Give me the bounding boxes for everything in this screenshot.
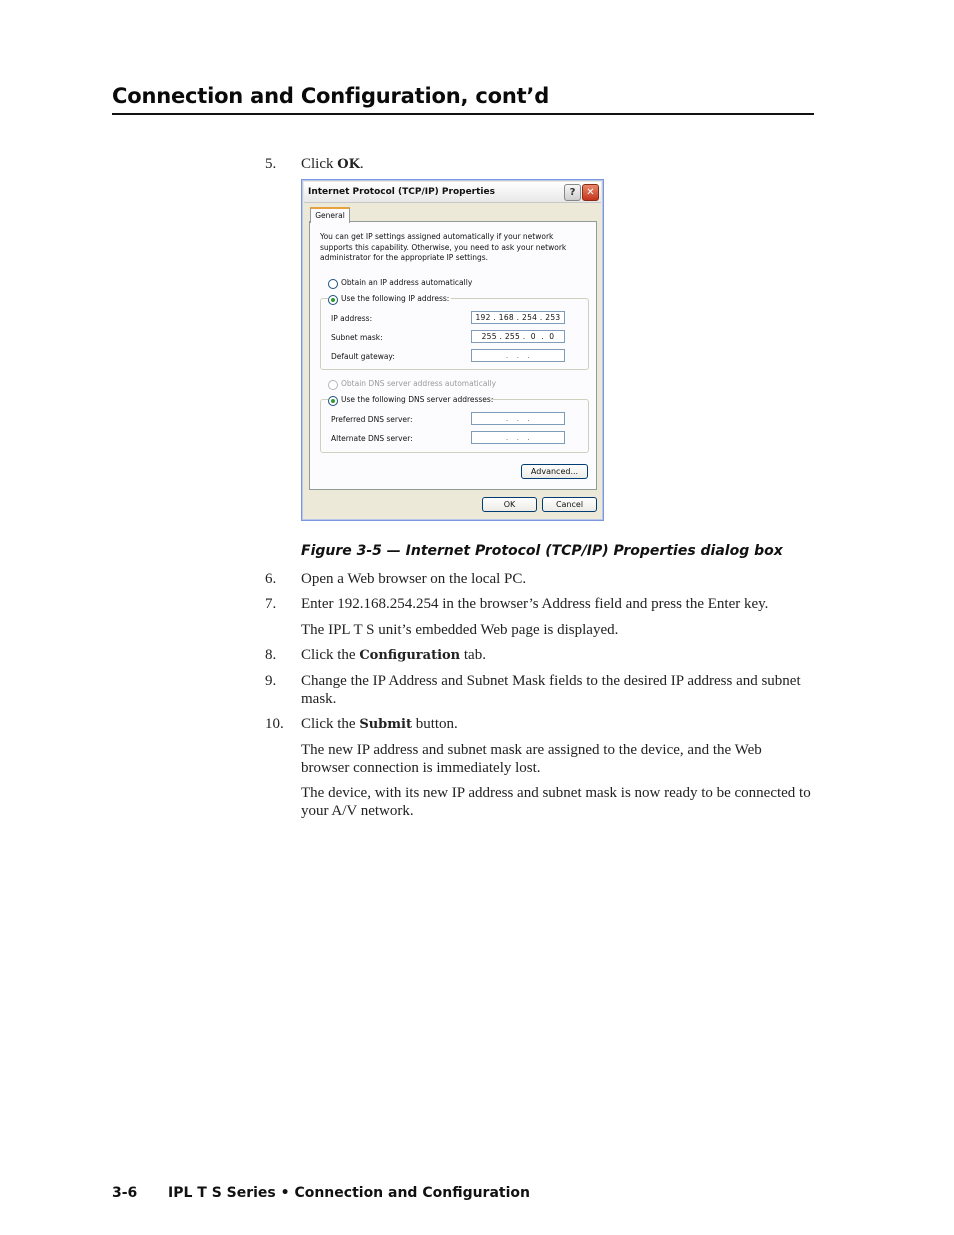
general-tab-panel: You can get IP settings assigned automatically if your network supports this capability. Otherwise, you need to ask your network administrator for the appropriate IP settings. Obtain an IP address automatically IP address: 192 . 168 . 254 . 253 Subnet mask: 255 . 255 . 0 . 0 Default gateway: . . . Use the following IP address: Obtain DNS server address automatically Preferred DNS server: . . . Alternate DNS server: . . . Use the following DNS server addresses: Advanced... <box>309 221 597 490</box>
step-text: Open a Web browser on the local PC. <box>301 571 527 587</box>
page-footer <box>112 1185 530 1201</box>
ip-address-field[interactable]: 192 . 168 . 254 . 253 <box>471 311 565 324</box>
step-text: Enter 192.168.254.254 in the browser’s Address field and press the Enter key. <box>301 596 769 612</box>
page-number: 3-6 <box>112 1185 138 1201</box>
tcpip-properties-dialog <box>301 179 604 521</box>
dialog-description: You can get IP settings assigned automatically if your network supports this capability. Otherwise, you need to ask your network administrator for the appropriate IP settings. <box>320 232 567 262</box>
ip-address-label: IP address: <box>331 314 373 323</box>
close-icon[interactable]: ✕ <box>582 184 599 201</box>
step-text: Click the <box>301 647 360 663</box>
cancel-button[interactable]: Cancel <box>542 497 597 512</box>
step-text: Click <box>301 156 338 172</box>
step-text: Click the <box>301 716 360 732</box>
step-number: 8 <box>265 647 273 663</box>
figure-caption: Figure 3-5 — Internet Protocol (TCP/IP) Properties dialog box <box>301 543 783 559</box>
radio-unselected-icon <box>328 279 338 289</box>
step-number: 7 <box>265 596 273 612</box>
note-connection-lost: The new IP address and subnet mask are assigned to the device, and the Web browser connection is immediately lost. <box>301 742 762 776</box>
radio-use-following-dns[interactable]: Use the following DNS server addresses: <box>328 396 491 406</box>
radio-use-following-ip[interactable]: Use the following IP address: <box>328 295 451 305</box>
help-icon[interactable]: ? <box>564 184 581 201</box>
dialog-titlebar <box>304 182 601 203</box>
step-number: 10 <box>265 716 280 732</box>
step-number: 9 <box>265 673 273 689</box>
ok-button[interactable]: OK <box>482 497 537 512</box>
ui-term: Submit <box>359 717 412 732</box>
note-web-page-displayed: The IPL T S unit’s embedded Web page is displayed. <box>301 622 619 638</box>
tab-general[interactable]: General <box>310 207 350 223</box>
step-text: button. <box>411 716 458 732</box>
page-title: Connection and Configuration, cont’d <box>112 84 550 108</box>
preferred-dns-label: Preferred DNS server: <box>331 415 413 424</box>
preferred-dns-field[interactable]: . . . <box>471 412 565 425</box>
default-gateway-field[interactable]: . . . <box>471 349 565 362</box>
note-device-ready: The device, with its new IP address and subnet mask is now ready to be connected to your A/V network. <box>301 785 811 819</box>
radio-disabled-icon <box>328 380 338 390</box>
subnet-mask-field[interactable]: 255 . 255 . 0 . 0 <box>471 330 565 343</box>
radio-selected-icon <box>328 295 338 305</box>
radio-selected-icon <box>328 396 338 406</box>
step-text: tab. <box>460 647 486 663</box>
ui-term: Configuration <box>359 648 461 663</box>
step-number: 5 <box>265 156 273 172</box>
dialog-title: Internet Protocol (TCP/IP) Properties <box>308 187 495 197</box>
step-text: Change the IP Address and Subnet Mask fields to the desired IP address and subnet mask. <box>301 673 801 707</box>
footer-title: IPL T S Series • Connection and Configuration <box>168 1185 530 1201</box>
step-number: 6 <box>265 571 273 587</box>
ip-address-group <box>320 298 589 370</box>
default-gateway-label: Default gateway: <box>331 352 395 361</box>
step-text: . <box>359 156 364 172</box>
subnet-mask-label: Subnet mask: <box>331 333 383 342</box>
dns-server-group <box>320 399 589 453</box>
alternate-dns-field[interactable]: . . . <box>471 431 565 444</box>
alternate-dns-label: Alternate DNS server: <box>331 434 413 443</box>
advanced-button[interactable]: Advanced... <box>521 464 588 479</box>
ui-term: OK <box>337 157 360 172</box>
title-rule <box>112 113 814 115</box>
